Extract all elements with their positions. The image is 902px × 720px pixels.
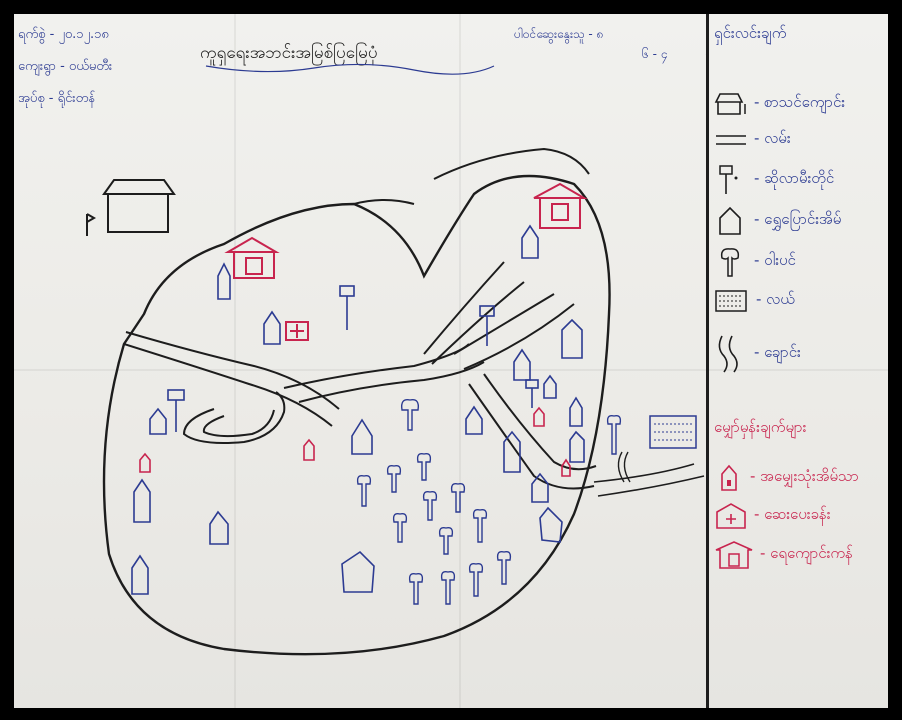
clinic-icon [286, 322, 308, 340]
legend-title: ရှင်းလင်းချက် [714, 24, 787, 42]
monastery-icon [228, 184, 584, 278]
house-icon [714, 206, 748, 236]
photo-frame [6, 6, 896, 714]
road-upper [126, 332, 339, 409]
legend-item-latrine: - အမျှေးသုံးအိမ်သာ [714, 464, 859, 492]
small-house-red-icon [714, 464, 744, 492]
map-title: ကူရှရေးအဘင်းအမြစ်ပြမြေပုံ [200, 43, 378, 63]
field-icon [714, 288, 750, 314]
participants-label: ပါဝင်ဆွေးနွေးသူ - ၈ [514, 27, 604, 41]
legend-item-field: - လယ် [714, 288, 795, 314]
village-map [14, 14, 706, 708]
village-label: ကျေးရွာ - ဝယ်မတီး [18, 59, 113, 74]
telecom-tower-icon [714, 164, 748, 196]
legend-item-tower: - ဆိုလာမီးတိုင် [714, 164, 834, 196]
stream-icon [714, 334, 748, 374]
field-icon [650, 416, 696, 448]
date-label: ရက်စွဲ - ၂၀.၁၂.၁၈ [18, 27, 109, 42]
school-icon [714, 92, 748, 116]
house-icon [132, 226, 584, 594]
legend-item-stream: - ချောင်း [714, 334, 801, 374]
clinic-icon [714, 502, 748, 530]
township-label: အုပ်စု - ရိုင်းတန် [18, 91, 95, 106]
legend-item-monastery: - ရေကျောင်းကန် [714, 540, 853, 570]
legend-item-house: - ရွှေပြောင်းအိမ် [714, 206, 841, 236]
tree-icon [714, 246, 748, 278]
legend-divider [706, 14, 709, 708]
legend-item-road: - လမ်း [714, 128, 791, 152]
legend-item-tree: - ဝါးပင် [714, 246, 796, 278]
stream [594, 464, 694, 482]
observations-title: မျှော်မှန်းချက်များ [714, 418, 807, 436]
monastery-icon [714, 540, 754, 570]
road-icon [714, 128, 748, 152]
school-icon [87, 180, 174, 236]
paper-sheet [14, 14, 888, 708]
tree-icon [358, 400, 621, 604]
legend-item-school: - စာသင်ကျောင်း [714, 92, 845, 116]
legend-item-clinic: - ဆေးပေးခန်း [714, 502, 831, 530]
participants-count: ၆ - ၄ [642, 47, 668, 61]
